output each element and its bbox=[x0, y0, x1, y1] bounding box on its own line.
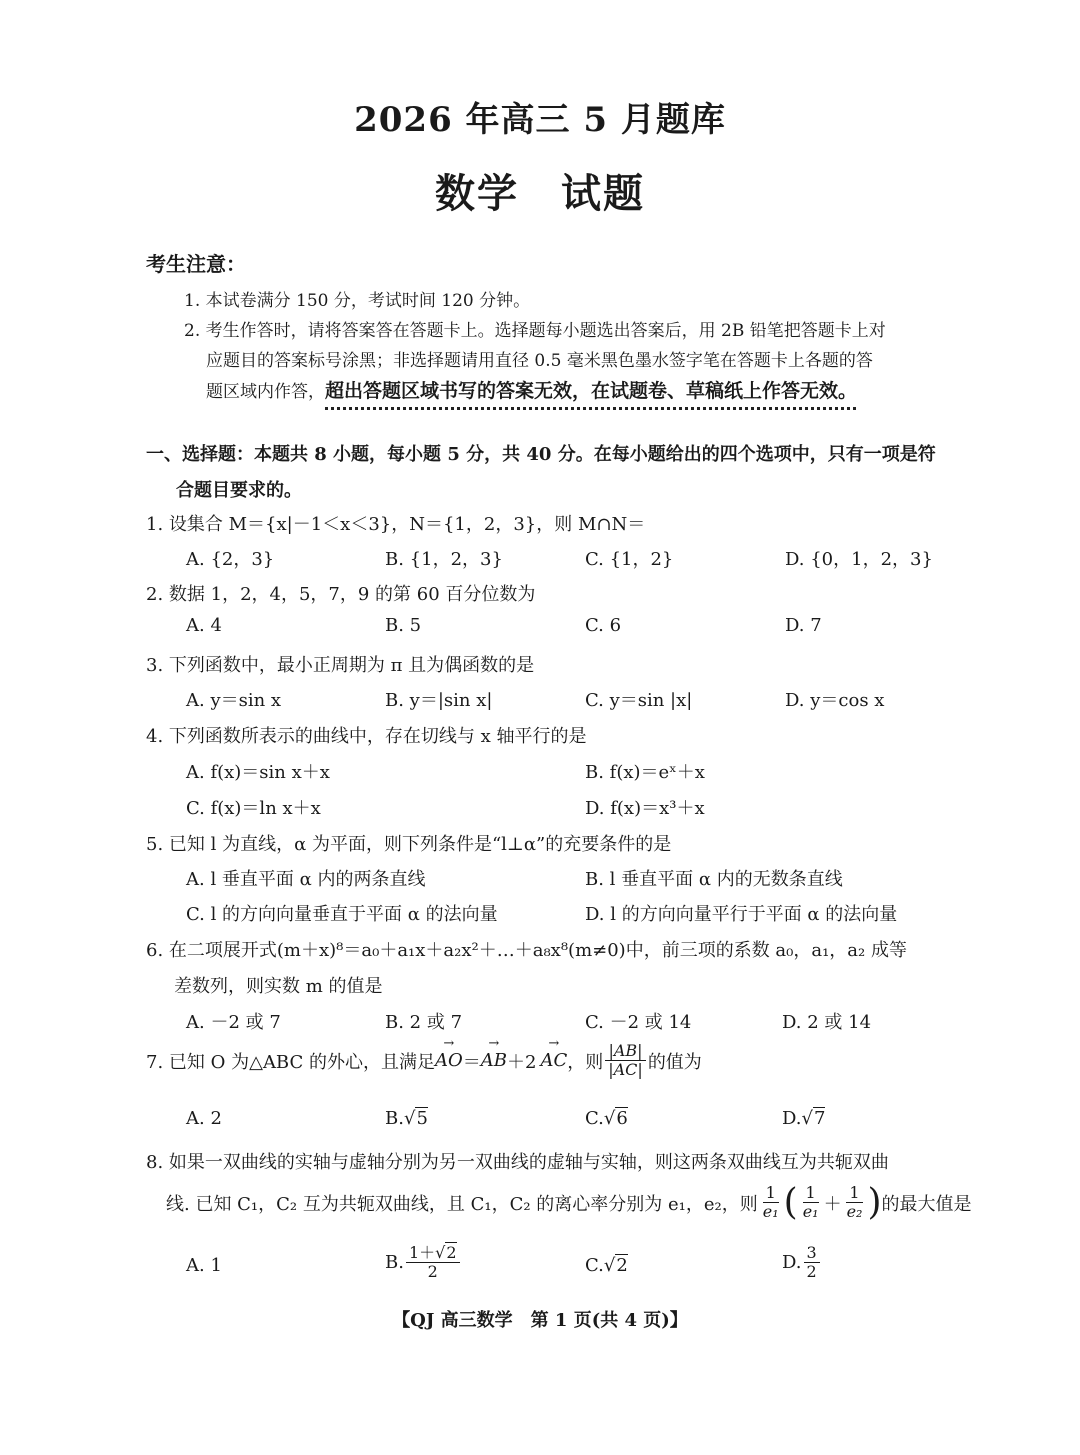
question-1-option-b: B. {1，2，3} bbox=[385, 549, 503, 570]
question-4-option-d: D. f(x)＝x³＋x bbox=[585, 798, 705, 819]
question-7-stem-text-b: ，则 bbox=[567, 1051, 604, 1073]
notice-item-2-line-3 bbox=[206, 376, 857, 403]
sqrt-symbol: √ bbox=[603, 1108, 616, 1129]
question-2-stem: 2. 数据 1，2，4，5，7，9 的第 60 百分位数为 bbox=[146, 584, 536, 605]
question-3-option-d: D. y＝cos x bbox=[785, 690, 885, 711]
question-2-option-d: D. 7 bbox=[785, 615, 822, 636]
question-5-option-d: D. l 的方向向量平行于平面 α 的法向量 bbox=[585, 904, 898, 925]
question-6-option-d: D. 2 或 14 bbox=[782, 1012, 872, 1033]
sqrt-symbol: √ bbox=[801, 1108, 813, 1129]
question-4-stem: 4. 下列函数所表示的曲线中，存在切线与 x 轴平行的是 bbox=[146, 726, 587, 747]
fraction-numerator: |AB| bbox=[605, 1042, 645, 1061]
question-7-stem-text-a: 7. 已知 O 为△ABC 的外心，且满足 bbox=[146, 1051, 435, 1073]
plus-sign: ＋ bbox=[823, 1193, 842, 1215]
exam-subject-title: 数学 试题 bbox=[435, 170, 645, 217]
question-8-option-b: B. $\frac{1+√2}{2}$ bbox=[385, 1244, 462, 1282]
vector-ab: → AB bbox=[481, 1050, 507, 1071]
section-heading-line-2: 合题目要求的。 bbox=[176, 480, 302, 501]
question-7-option-b: B.√5 bbox=[385, 1108, 428, 1129]
fraction-one-over-e1: $\frac{1}{\text{e₁}}$ bbox=[762, 1182, 779, 1221]
sqrt-symbol: √ bbox=[603, 1255, 616, 1276]
notice-item-2-line-3-text: 题区域内作答， bbox=[206, 382, 325, 402]
question-1-stem: 1. 设集合 M＝{x|－1＜x＜3}，N＝{1，2，3}，则 M∩N＝ bbox=[146, 514, 646, 535]
question-2-option-b: B. 5 bbox=[385, 615, 422, 636]
question-8-stem-text-a: 线. 已知 C₁，C₂ 互为共轭双曲线，且 C₁，C₂ 的离心率分别为 e₁，e₂，则 bbox=[166, 1193, 758, 1215]
question-8-stem-line-2 bbox=[166, 1182, 972, 1223]
question-8-option-a: A. 1 bbox=[186, 1255, 222, 1276]
page-footer: 【QJ 高三数学 第 1 页(共 4 页)】 bbox=[392, 1310, 688, 1331]
question-2-option-c: C. 6 bbox=[585, 615, 622, 636]
question-7-stem bbox=[146, 1042, 702, 1080]
fraction-denominator: |AC| bbox=[608, 1060, 643, 1080]
question-5-stem: 5. 已知 l 为直线，α 为平面，则下列条件是“l⊥α”的充要条件的是 bbox=[146, 834, 672, 855]
question-6-option-a: A. －2 或 7 bbox=[186, 1012, 281, 1033]
question-1-option-c: C. {1，2} bbox=[585, 549, 674, 570]
question-5-option-b: B. l 垂直平面 α 内的无数条直线 bbox=[585, 869, 843, 890]
vector-ao: → AO bbox=[435, 1050, 463, 1071]
question-6-option-b: B. 2 或 7 bbox=[385, 1012, 463, 1033]
vector-ac: → AC bbox=[540, 1050, 567, 1071]
notice-emphasis-text: 超出答题区域书写的答案无效，在试题卷、草稿纸上作答无效。 bbox=[325, 380, 858, 402]
question-7-option-a: A. 2 bbox=[186, 1108, 222, 1129]
question-4-option-b: B. f(x)＝eˣ＋x bbox=[585, 762, 705, 783]
notice-item-2-line-2: 应题目的答案标号涂黑；非选择题请用直径 0.5 毫米黑色墨水签字笔在答题卡上各题的答 bbox=[206, 351, 873, 371]
question-7-stem-text-c: 的值为 bbox=[647, 1051, 702, 1073]
question-1-option-a: A. {2，3} bbox=[186, 549, 275, 570]
left-paren: ( bbox=[783, 1182, 798, 1223]
question-3-option-a: A. y＝sin x bbox=[186, 690, 282, 711]
option-b-fraction: $\frac{1+√2}{2}$ bbox=[406, 1244, 460, 1282]
question-7-option-c: C.√6 bbox=[585, 1108, 628, 1129]
notice-item-2-line-1: 2. 考生作答时，请将答案答在答题卡上。选择题每小题选出答案后，用 2B 铅笔把答题卡上对 bbox=[184, 321, 886, 341]
question-8-stem-text-b: 的最大值是 bbox=[881, 1193, 972, 1215]
sqrt-symbol: √ bbox=[403, 1108, 416, 1129]
notice-item-1: 1. 本试卷满分 150 分，考试时间 120 分钟。 bbox=[184, 291, 531, 311]
question-4-option-c: C. f(x)＝ln x＋x bbox=[186, 798, 321, 819]
section-heading-line-1: 一、选择题：本题共 8 小题，每小题 5 分，共 40 分。在每小题给出的四个选项中，只有一项是符 bbox=[146, 444, 936, 465]
option-d-fraction: $\frac{3}{2}$ bbox=[804, 1244, 820, 1282]
question-7-option-d: D.√7 bbox=[782, 1108, 826, 1129]
question-5-option-a: A. l 垂直平面 α 内的两条直线 bbox=[186, 869, 426, 890]
fraction-one-over-e2: $\frac{1}{\text{e₂}}$ bbox=[846, 1182, 863, 1221]
question-3-stem: 3. 下列函数中，最小正周期为 π 且为偶函数的是 bbox=[146, 655, 535, 676]
question-3-option-b: B. y＝|sin x| bbox=[385, 690, 493, 711]
question-6-option-c: C. －2 或 14 bbox=[585, 1012, 692, 1033]
question-1-option-d: D. {0，1，2，3} bbox=[785, 549, 933, 570]
question-2-option-a: A. 4 bbox=[186, 615, 222, 636]
question-8-option-c: C.√2 bbox=[585, 1255, 628, 1276]
question-8-stem-line-1: 8. 如果一双曲线的实轴与虚轴分别为另一双曲线的虚轴与实轴，则这两条双曲线互为共轭双曲 bbox=[146, 1152, 889, 1173]
question-6-stem-line-2: 差数列，则实数 m 的值是 bbox=[174, 976, 383, 997]
question-7-plus-two: ＋2 bbox=[507, 1051, 537, 1073]
question-5-option-c: C. l 的方向向量垂直于平面 α 的法向量 bbox=[186, 904, 498, 925]
question-3-option-c: C. y＝sin |x| bbox=[585, 690, 693, 711]
question-8-option-d: D. $\frac{3}{2}$ bbox=[782, 1244, 822, 1282]
question-6-stem-line-1: 6. 在二项展开式(m＋x)⁸＝a₀＋a₁x＋a₂x²＋…＋a₈x⁸(m≠0)中，前三项的系数 a₀，a₁，a₂ 成等 bbox=[146, 940, 907, 961]
question-7-equals: ＝ bbox=[462, 1051, 481, 1073]
exam-title: 2026 年高三 5 月题库 bbox=[354, 100, 726, 140]
fraction-one-over-e1-inner: $\frac{1}{\text{e₁}}$ bbox=[802, 1182, 819, 1221]
notice-heading: 考生注意： bbox=[146, 252, 246, 276]
question-4-option-a: A. f(x)＝sin x＋x bbox=[186, 762, 330, 783]
right-paren: ) bbox=[867, 1182, 882, 1223]
question-7-ratio-fraction bbox=[605, 1042, 646, 1080]
